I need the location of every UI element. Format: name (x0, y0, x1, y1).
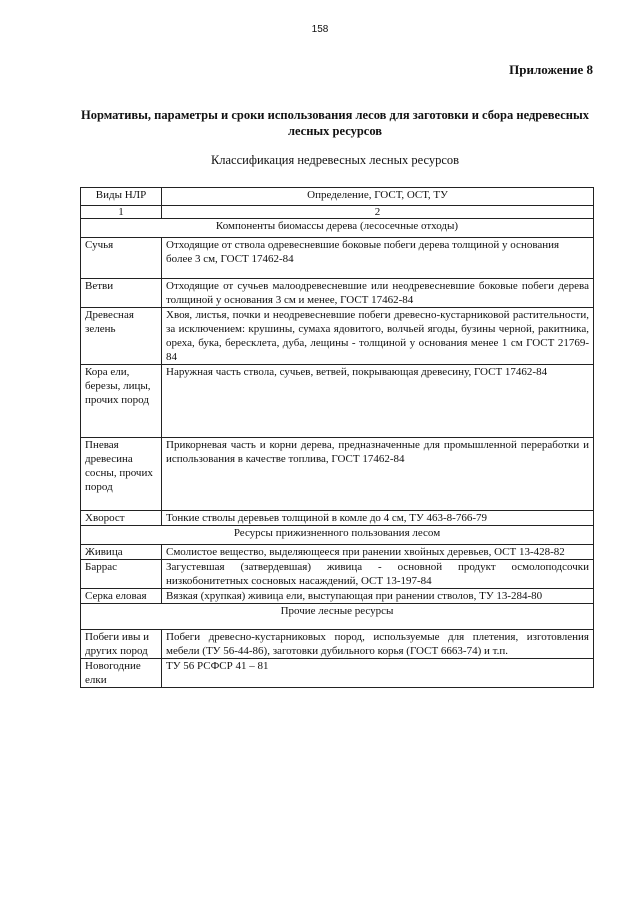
row-kind: Пневая древесина сосны, прочих пород (81, 438, 162, 511)
column-number-2: 2 (162, 206, 594, 219)
row-definition: Смолистое вещество, выделяющееся при ранении хвойных деревьев, ОСТ 13-428-82 (162, 545, 594, 560)
table-row (81, 560, 594, 589)
row-kind: Ветви (81, 279, 162, 308)
page-number: 158 (311, 24, 329, 35)
nlr-classification-table (80, 187, 594, 688)
row-definition: Отходящие от ствола одревесневшие боковые побеги дерева толщиной у основания более 3 см, ГОСТ 17462-84 (162, 238, 594, 279)
row-kind: Древесная зелень (81, 308, 162, 365)
section-row (81, 604, 594, 630)
row-kind: Живица (81, 545, 162, 560)
column-number-row (81, 206, 594, 219)
table-row (81, 438, 594, 511)
table-row (81, 545, 594, 560)
row-kind: Сучья (81, 238, 162, 279)
table-row (81, 308, 594, 365)
row-definition: Отходящие от сучьев малоодревесневшие или неодревесневшие боковые побеги дерева толщиной у основания 3 см и менее, ГОСТ 17462-84 (162, 279, 594, 308)
row-definition: Загустевшая (затвердевшая) живица - основной продукт осмолоподсочки низкобонитетных сосновых насаждений, ОСТ 13-197-84 (162, 560, 594, 589)
table-row (81, 630, 594, 659)
section-row (81, 219, 594, 238)
section-title: Ресурсы прижизненного пользования лесом (81, 526, 594, 545)
section-title: Компоненты биомассы дерева (лесосечные отходы) (81, 219, 594, 238)
row-kind: Побеги ивы и других пород (81, 630, 162, 659)
table-header-row (81, 188, 594, 206)
row-definition: Прикорневая часть и корни дерева, предназначенные для промышленной переработки и использования в качестве топлива, ГОСТ 17462-84 (162, 438, 594, 511)
header-definition: Определение, ГОСТ, ОСТ, ТУ (162, 188, 594, 206)
table-row (81, 589, 594, 604)
row-definition: Тонкие стволы деревьев толщиной в комле до 4 см, ТУ 463-8-766-79 (162, 511, 594, 526)
row-kind: Серка еловая (81, 589, 162, 604)
table-row (81, 659, 594, 688)
appendix-label: Приложение 8 (509, 62, 593, 77)
table-row (81, 279, 594, 308)
row-kind: Кора ели, березы, лицы, прочих пород (81, 365, 162, 438)
section-row (81, 526, 594, 545)
table-caption: Классификация недревесных лесных ресурсов (210, 153, 460, 167)
row-definition: ТУ 56 РСФСР 41 – 81 (162, 659, 594, 688)
column-number-1: 1 (81, 206, 162, 219)
row-kind: Хворост (81, 511, 162, 526)
row-definition: Вязкая (хрупкая) живица ели, выступающая при ранении стволов, ТУ 13-284-80 (162, 589, 594, 604)
row-kind: Баррас (81, 560, 162, 589)
row-definition: Хвоя, листья, почки и неодревесневшие побеги древесно-кустарниковой растительности, за исключением: крушины, сумаха ядовитого, волчьей ягоды, бузины черной, ракитника, ореха, бука, бересклета, дуба, лещины - толщиной у основания менее 1 см ГОСТ 21769-84 (162, 308, 594, 365)
section-title: Прочие лесные ресурсы (81, 604, 594, 630)
document-title: Нормативы, параметры и сроки использования лесов для заготовки и сбора недревесных лесных ресурсов (80, 108, 589, 138)
header-kind: Виды НЛР (81, 188, 162, 206)
row-kind: Новогодние елки (81, 659, 162, 688)
table-row (81, 511, 594, 526)
table-row (81, 238, 594, 279)
row-definition: Наружная часть ствола, сучьев, ветвей, покрывающая древесину, ГОСТ 17462-84 (162, 365, 594, 438)
table-row (81, 365, 594, 438)
row-definition: Побеги древесно-кустарниковых пород, используемые для плетения, изготовления мебели (ТУ 56-44-86), заготовки дубильного корья (ГОСТ 6663-74) и т.п. (162, 630, 594, 659)
